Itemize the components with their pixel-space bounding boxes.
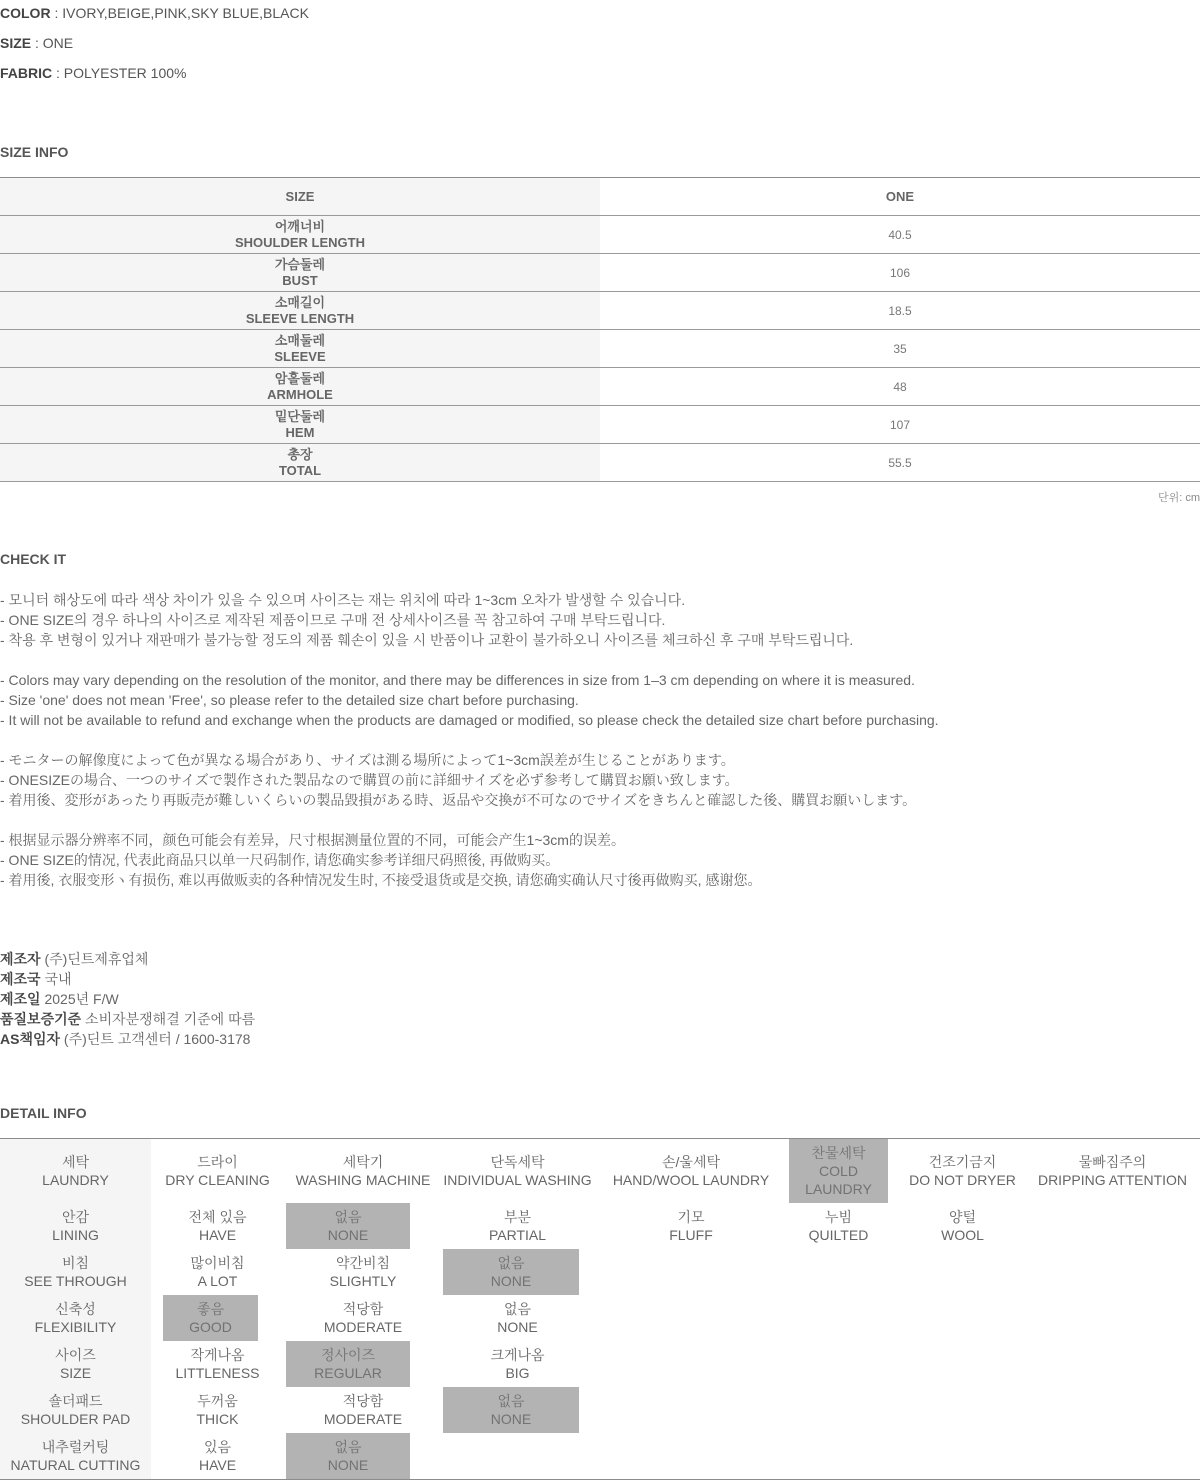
detail-option	[593, 1203, 789, 1249]
detail-en: REGULAR	[314, 1365, 382, 1381]
detail-ko: 있음	[203, 1439, 232, 1455]
size-row-label	[0, 406, 600, 443]
size-row	[0, 406, 1200, 444]
size-row-label-en: SLEEVE LENGTH	[245, 310, 355, 326]
detail-ko: 기모	[677, 1209, 705, 1225]
detail-en: HAVE	[198, 1227, 237, 1243]
note-line-zh: - 着用後, 衣服变形ヽ有损伤, 难以再做贩卖的各种情况发生时, 不接受退货或是交换, 请您确实确认尺寸後再做购买, 感谢您。	[0, 872, 762, 888]
size-row-label-ko: 밑단둘레	[274, 408, 326, 424]
note-line-zh: - ONE SIZE的情况, 代表此商品只以单一尺码制作, 请您确实参考详细尺码照後, 再做购买。	[0, 852, 560, 868]
detail-option	[284, 1295, 442, 1341]
size-row-label-en: ARMHOLE	[267, 386, 333, 402]
detail-option	[1037, 1139, 1188, 1203]
size-row-label-en: BUST	[282, 272, 318, 288]
detail-ko: 적당함	[342, 1301, 384, 1317]
detail-en: PARTIAL	[488, 1227, 547, 1243]
detail-en: LITTLENESS	[175, 1365, 260, 1381]
size-row	[0, 444, 1200, 482]
spec-color: COLOR : IVORY,BEIGE,PINK,SKY BLUE,BLACK	[0, 5, 309, 21]
detail-ko: 단독세탁	[490, 1154, 545, 1170]
detail-option-selected	[286, 1433, 410, 1479]
detail-ko: 두꺼움	[197, 1393, 238, 1409]
detail-en: THICK	[196, 1411, 239, 1427]
detail-en: MODERATE	[323, 1411, 403, 1427]
size-row-label-ko: 암홀둘레	[274, 370, 326, 386]
detail-en: LAUNDRY	[42, 1172, 109, 1188]
size-row-label-ko: 소매길이	[274, 294, 326, 310]
size-row-value: 18.5	[888, 303, 912, 318]
detail-option	[284, 1139, 442, 1203]
size-row-label-ko: 총장	[287, 446, 313, 462]
detail-option-selected	[286, 1341, 410, 1387]
detail-en: COLD LAUNDRY	[805, 1163, 872, 1197]
detail-en: NONE	[327, 1457, 369, 1473]
detail-option-selected	[789, 1139, 888, 1203]
detail-ko: 내추럴커팅	[41, 1439, 110, 1455]
detail-ko: 손/울세탁	[662, 1154, 720, 1170]
detail-ko: 작게나옴	[190, 1347, 245, 1363]
size-row-label-ko: 가슴둘레	[274, 256, 326, 272]
spec-fabric-value: POLYESTER 100%	[63, 65, 187, 81]
product-info-value: (주)딘트 고객센터 / 1600-3178	[63, 1031, 251, 1047]
detail-ko: 찬물세탁	[811, 1145, 866, 1161]
detail-ko: 안감	[61, 1209, 90, 1225]
detail-option	[151, 1203, 284, 1249]
note-line-ja: - 着用後、変形があったり再販売が難しいくらいの製品毀損がある時、返品や交換が不可なのでサイズをきちんと確認した後、購買お願いします。	[0, 792, 917, 808]
detail-option	[888, 1139, 1037, 1203]
detail-en: SEE THROUGH	[24, 1273, 127, 1289]
detail-ko: 약간비침	[335, 1255, 391, 1271]
detail-en: FLUFF	[669, 1227, 713, 1243]
product-info-label: 제조국	[0, 971, 41, 987]
detail-en: BIG	[505, 1365, 530, 1381]
detail-ko: 물빠짐주의	[1078, 1154, 1147, 1170]
product-info-label: 제조일	[0, 991, 41, 1007]
size-row	[0, 292, 1200, 330]
size-row-label	[0, 444, 600, 481]
check-it-title: CHECK IT	[0, 551, 67, 567]
detail-en: NONE	[490, 1273, 532, 1289]
size-row-label	[0, 292, 600, 329]
note-line-ko: - ONE SIZE의 경우 하나의 사이즈로 제작된 제품이므로 구매 전 상세사이즈를 꼭 참고하여 구매 부탁드립니다.	[0, 612, 666, 628]
detail-ko: 드라이	[197, 1154, 238, 1170]
detail-ko: 신축성	[55, 1301, 96, 1317]
size-row-value: 40.5	[888, 227, 912, 242]
product-info-label: 품질보증기준	[0, 1011, 82, 1027]
spec-color-label: COLOR	[0, 5, 51, 21]
size-row-value: 107	[889, 417, 911, 432]
size-row	[0, 216, 1200, 254]
detail-en: NONE	[497, 1319, 538, 1335]
detail-en: QUILTED	[808, 1227, 869, 1243]
detail-en: DRIPPING ATTENTION	[1037, 1172, 1188, 1188]
detail-option	[151, 1341, 284, 1387]
size-header-label: SIZE	[0, 178, 600, 215]
detail-option	[151, 1249, 284, 1295]
detail-option	[284, 1387, 442, 1433]
detail-ko: 없음	[334, 1209, 362, 1225]
size-row-label-ko: 어깨너비	[274, 218, 326, 234]
product-info-line	[0, 969, 255, 989]
product-info-value: 2025년 F/W	[44, 991, 119, 1007]
product-info	[0, 949, 255, 1049]
detail-en: INDIVIDUAL WASHING	[443, 1172, 592, 1188]
detail-option	[789, 1203, 888, 1249]
size-row-value: 106	[889, 265, 911, 280]
detail-option	[442, 1341, 593, 1387]
product-info-label: 제조자	[0, 951, 41, 967]
detail-ko: 크게나옴	[490, 1347, 545, 1363]
detail-en: NATURAL CUTTING	[10, 1457, 141, 1473]
detail-ko: 누빔	[824, 1209, 853, 1225]
size-row-label-en: SHOULDER LENGTH	[235, 234, 365, 250]
detail-option	[151, 1387, 284, 1433]
detail-option	[284, 1249, 442, 1295]
product-info-line	[0, 1009, 255, 1029]
size-row	[0, 254, 1200, 292]
size-row-label-en: SLEEVE	[274, 348, 326, 364]
size-row-label-ko: 소매둘레	[274, 332, 326, 348]
detail-info-title: DETAIL INFO	[0, 1105, 87, 1121]
detail-row-label	[0, 1387, 151, 1433]
detail-option	[151, 1433, 284, 1479]
product-info-line	[0, 1029, 255, 1049]
check-it-notes	[0, 590, 939, 890]
detail-en: HAND/WOOL LAUNDRY	[612, 1172, 770, 1188]
detail-row-label	[0, 1341, 151, 1387]
size-row	[0, 368, 1200, 406]
detail-row-label	[0, 1295, 151, 1341]
detail-en: DO NOT DRYER	[909, 1172, 1016, 1188]
size-row-value: 35	[893, 341, 907, 356]
detail-option-selected	[163, 1295, 258, 1341]
product-info-label: AS책임자	[0, 1031, 61, 1047]
detail-en: FLEXIBILITY	[34, 1319, 117, 1335]
detail-en: NONE	[490, 1411, 532, 1427]
detail-ko: 좋음	[196, 1301, 225, 1317]
detail-ko: 사이즈	[55, 1347, 96, 1363]
detail-row-label	[0, 1249, 151, 1295]
product-info-line	[0, 949, 255, 969]
detail-option	[151, 1139, 284, 1203]
size-row-label	[0, 216, 600, 253]
unit-label: 단위: cm	[1157, 492, 1200, 504]
detail-ko: 비침	[61, 1255, 90, 1271]
detail-row-label	[0, 1433, 151, 1479]
spec-fabric: FABRIC : POLYESTER 100%	[0, 65, 187, 81]
detail-ko: 세탁	[61, 1154, 90, 1170]
detail-option	[888, 1203, 1037, 1249]
detail-grid	[0, 1138, 1200, 1480]
note-line-ja: - ONESIZEの場合、一つのサイズで製作された製品なので購買の前に詳細サイズを必ず参考して購買お願い致します。	[0, 772, 739, 788]
detail-en: GOOD	[189, 1319, 232, 1335]
detail-en: LINING	[52, 1227, 99, 1243]
detail-option	[442, 1295, 593, 1341]
size-row-label	[0, 368, 600, 405]
size-row-label-en: HEM	[285, 424, 315, 440]
spec-color-value: IVORY,BEIGE,PINK,SKY BLUE,BLACK	[62, 5, 309, 21]
note-line-ja: - モニターの解像度によって色が異なる場合があり、サイズは測る場所によって1~3cm誤差が生じることがあります。	[0, 752, 735, 768]
detail-option	[442, 1139, 593, 1203]
detail-row-label	[0, 1203, 151, 1249]
detail-ko: 적당함	[342, 1393, 384, 1409]
spec-size: SIZE : ONE	[0, 35, 74, 51]
detail-en: MODERATE	[323, 1319, 403, 1335]
size-row-value: 55.5	[888, 455, 912, 470]
detail-ko: 양털	[948, 1209, 977, 1225]
detail-ko: 많이비침	[190, 1255, 245, 1271]
detail-option-selected	[443, 1249, 579, 1295]
detail-en: WOOL	[941, 1227, 984, 1243]
note-line-en: - Colors may vary depending on the resolution of the monitor, and there may be differences in size from 1–3 cm depending on where it is measured.	[0, 672, 915, 688]
detail-row-label	[0, 1139, 151, 1203]
detail-ko: 없음	[503, 1301, 532, 1317]
detail-en: A LOT	[197, 1273, 238, 1289]
detail-ko: 세탁기	[342, 1154, 384, 1170]
product-info-value: 국내	[44, 971, 72, 987]
product-info-value: 소비자분쟁해결 기준에 따름	[85, 1011, 256, 1027]
size-row-label	[0, 254, 600, 291]
spec-fabric-label: FABRIC	[0, 65, 53, 81]
spec-size-value: ONE	[42, 35, 74, 51]
detail-option	[593, 1139, 789, 1203]
detail-ko: 전체 있음	[188, 1209, 247, 1225]
size-table	[0, 177, 1200, 482]
note-line-en: - Size 'one' does not mean 'Free', so please refer to the detailed size chart before purchasing.	[0, 692, 579, 708]
size-header-value: ONE	[885, 189, 915, 204]
detail-en: SLIGHTLY	[329, 1273, 397, 1289]
detail-en: SHOULDER PAD	[20, 1411, 131, 1427]
detail-en: WASHING MACHINE	[295, 1172, 431, 1188]
note-line-ko: - 모니터 해상도에 따라 색상 차이가 있을 수 있으며 사이즈는 재는 위치에 따라 1~3cm 오차가 발생할 수 있습니다.	[0, 592, 686, 608]
detail-ko: 없음	[497, 1255, 525, 1271]
detail-en: NONE	[327, 1227, 369, 1243]
detail-option	[442, 1203, 593, 1249]
detail-ko: 건조기금지	[928, 1154, 997, 1170]
note-line-en: - It will not be available to refund and exchange when the products are damaged or modified, so please check the detailed size chart before purchasing.	[0, 712, 939, 728]
detail-ko: 없음	[334, 1439, 362, 1455]
size-row	[0, 330, 1200, 368]
detail-en: DRY CLEANING	[165, 1172, 270, 1188]
product-info-line	[0, 989, 255, 1009]
size-row-label-en: TOTAL	[278, 462, 322, 478]
product-info-value: (주)딘트제휴업체	[44, 951, 149, 967]
detail-option-selected	[443, 1387, 579, 1433]
size-row-value: 48	[893, 379, 907, 394]
detail-ko: 정사이즈	[320, 1347, 376, 1363]
size-row-label	[0, 330, 600, 367]
detail-ko: 부분	[503, 1209, 532, 1225]
size-info-title: SIZE INFO	[0, 144, 69, 160]
detail-en: HAVE	[198, 1457, 237, 1473]
size-table-header	[0, 178, 1200, 216]
spec-size-label: SIZE	[0, 35, 32, 51]
detail-ko: 숄더패드	[48, 1393, 103, 1409]
detail-option-selected	[286, 1203, 410, 1249]
detail-ko: 없음	[497, 1393, 525, 1409]
note-line-ko: - 착용 후 변형이 있거나 재판매가 불가능할 정도의 제품 훼손이 있을 시 반품이나 교환이 불가하오니 사이즈를 체크하신 후 구매 부탁드립니다.	[0, 632, 854, 648]
note-line-zh: - 根据显示器分辨率不同，颜色可能会有差异，尺寸根据测量位置的不同，可能会产生1~3cm的误差。	[0, 832, 625, 848]
detail-en: SIZE	[59, 1365, 92, 1381]
